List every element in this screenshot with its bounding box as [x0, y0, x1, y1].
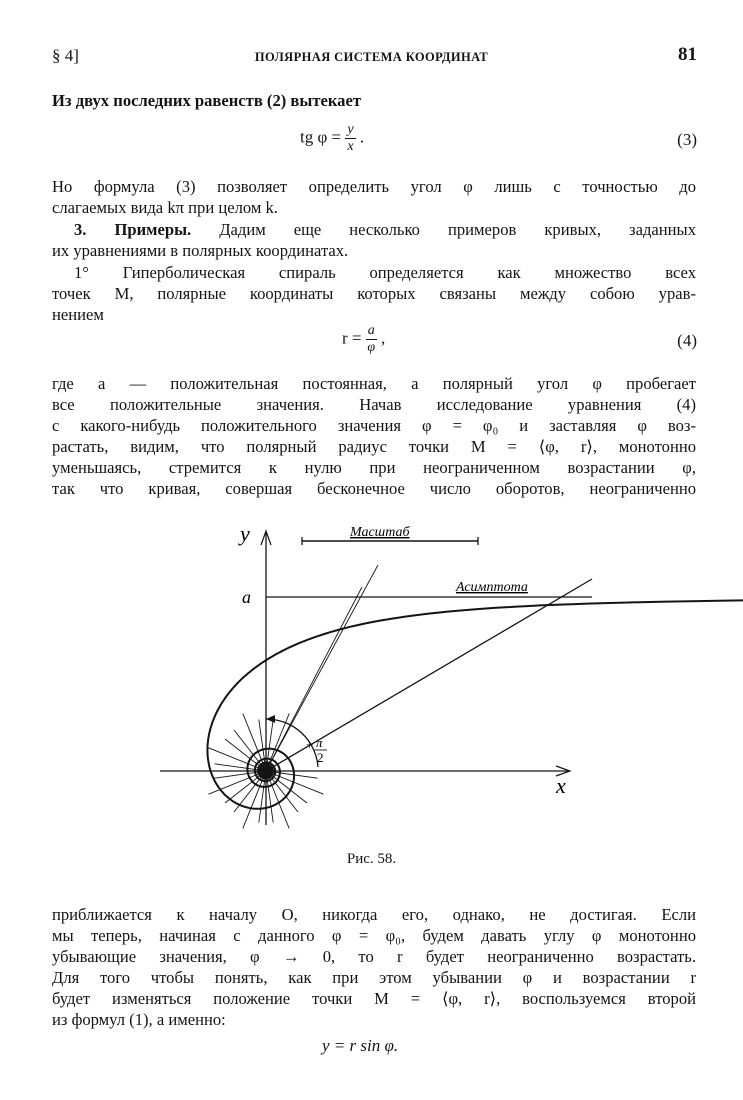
paragraph-1 — [52, 176, 696, 218]
a-label: a — [242, 587, 251, 607]
para3-line-3: с какого-нибудь положительного значения φ = φ₀ и заставляя φ воз- — [52, 416, 696, 435]
paragraph-3 — [52, 373, 696, 499]
para2-line-3: нением — [52, 305, 104, 324]
radius-ray — [266, 579, 592, 771]
para4-line-1: приближается к началу O, никогда его, однако, не достигая. Если — [52, 905, 696, 924]
scale-label: Масштаб — [350, 525, 410, 540]
section-3-paragraph — [52, 219, 696, 261]
eq3-numerator: y — [347, 122, 354, 137]
paragraph-4 — [52, 904, 696, 1030]
eq4-numerator: a — [367, 323, 375, 338]
equation-3-number: (3) — [677, 130, 697, 149]
section3-heading: 3. Примеры. — [74, 220, 192, 239]
para2-line-2: точек M, полярные координаты которых связаны между собою урав- — [52, 284, 696, 303]
final-equation: y = r sin φ. — [322, 1036, 399, 1055]
eq4-tail: , — [381, 328, 386, 348]
para4-line-6: из формул (1), а именно: — [52, 1010, 226, 1029]
intro-paragraph — [52, 90, 696, 111]
section3-line-2: их уравнениями в полярных координатах. — [52, 241, 349, 260]
para2-line-1: 1° Гиперболическая спираль определяется как множество всех — [74, 263, 696, 282]
section3-line-1 — [52, 219, 696, 240]
eq3-tail: . — [359, 127, 365, 147]
equation-4-number: (4) — [677, 331, 697, 350]
paragraph-2 — [52, 262, 696, 325]
intro-line: Из двух последних равенств (2) вытекает — [52, 91, 361, 110]
para3-line-2: все положительные значения. Начав исследование уравнения (4) — [52, 395, 696, 414]
para3-line-6: так что кривая, совершая бесконечное число оборотов, неограниченно — [52, 479, 696, 498]
eq3-denominator: x — [347, 139, 354, 154]
y-axis-label: y — [240, 521, 250, 546]
para3-line-1: где a — положительная постоянная, а полярный угол φ пробегает — [52, 374, 696, 393]
asymptote-label: Асимптота — [456, 580, 528, 595]
para1-line-1: Но формула (3) позволяет определить угол φ лишь с точностью до — [52, 177, 696, 196]
figure-58 — [0, 505, 743, 865]
para3-line-4: растать, видим, что полярный радиус точки M = ⟨φ, r⟩, монотонно — [52, 437, 696, 456]
x-axis-label: x — [556, 773, 566, 798]
equation-4 — [342, 323, 385, 356]
angle-arrow-head — [266, 715, 275, 723]
section3-line-1-text: Дадим еще несколько примеров кривых, заданных — [191, 220, 696, 239]
angle-plus-sign: + — [306, 737, 314, 752]
eq4-fraction — [366, 323, 377, 356]
para4-line-5: будет изменяться положение точки M = ⟨φ, r⟩, воспользуемся второй — [52, 989, 696, 1008]
angle-pi-label: π — [316, 735, 323, 750]
eq3-lhs: tg φ = — [300, 127, 342, 147]
page-number: 81 — [678, 44, 697, 65]
section-marker: § 4] — [52, 46, 79, 65]
eq4-lhs: r = — [342, 328, 362, 348]
para4-line-4: Для того чтобы понять, как при этом убывании φ и возрастании r — [52, 968, 696, 987]
figure-caption: Рис. 58. — [346, 851, 397, 867]
angle-two-label: 2 — [317, 750, 324, 765]
para3-line-5: уменьшаясь, стремится к нулю при неограниченном возрастании φ, — [52, 458, 696, 477]
para4-line-2: мы теперь, начиная с данного φ = φ₀, будем давать углу φ монотонно — [52, 926, 696, 945]
equation-3 — [300, 122, 364, 155]
para4-line-3: убывающие значения, φ → 0, то r будет неограниченно возрастать. — [52, 947, 696, 966]
para1-line-2: слагаемых вида kπ при целом k. — [52, 198, 278, 217]
eq4-denominator: φ — [367, 340, 376, 355]
spiral-rays — [209, 565, 379, 829]
eq3-fraction — [345, 122, 355, 155]
hyperbolic-spiral-curve — [207, 600, 743, 809]
running-title: ПОЛЯРНАЯ СИСТЕМА КООРДИНАТ — [254, 50, 489, 64]
